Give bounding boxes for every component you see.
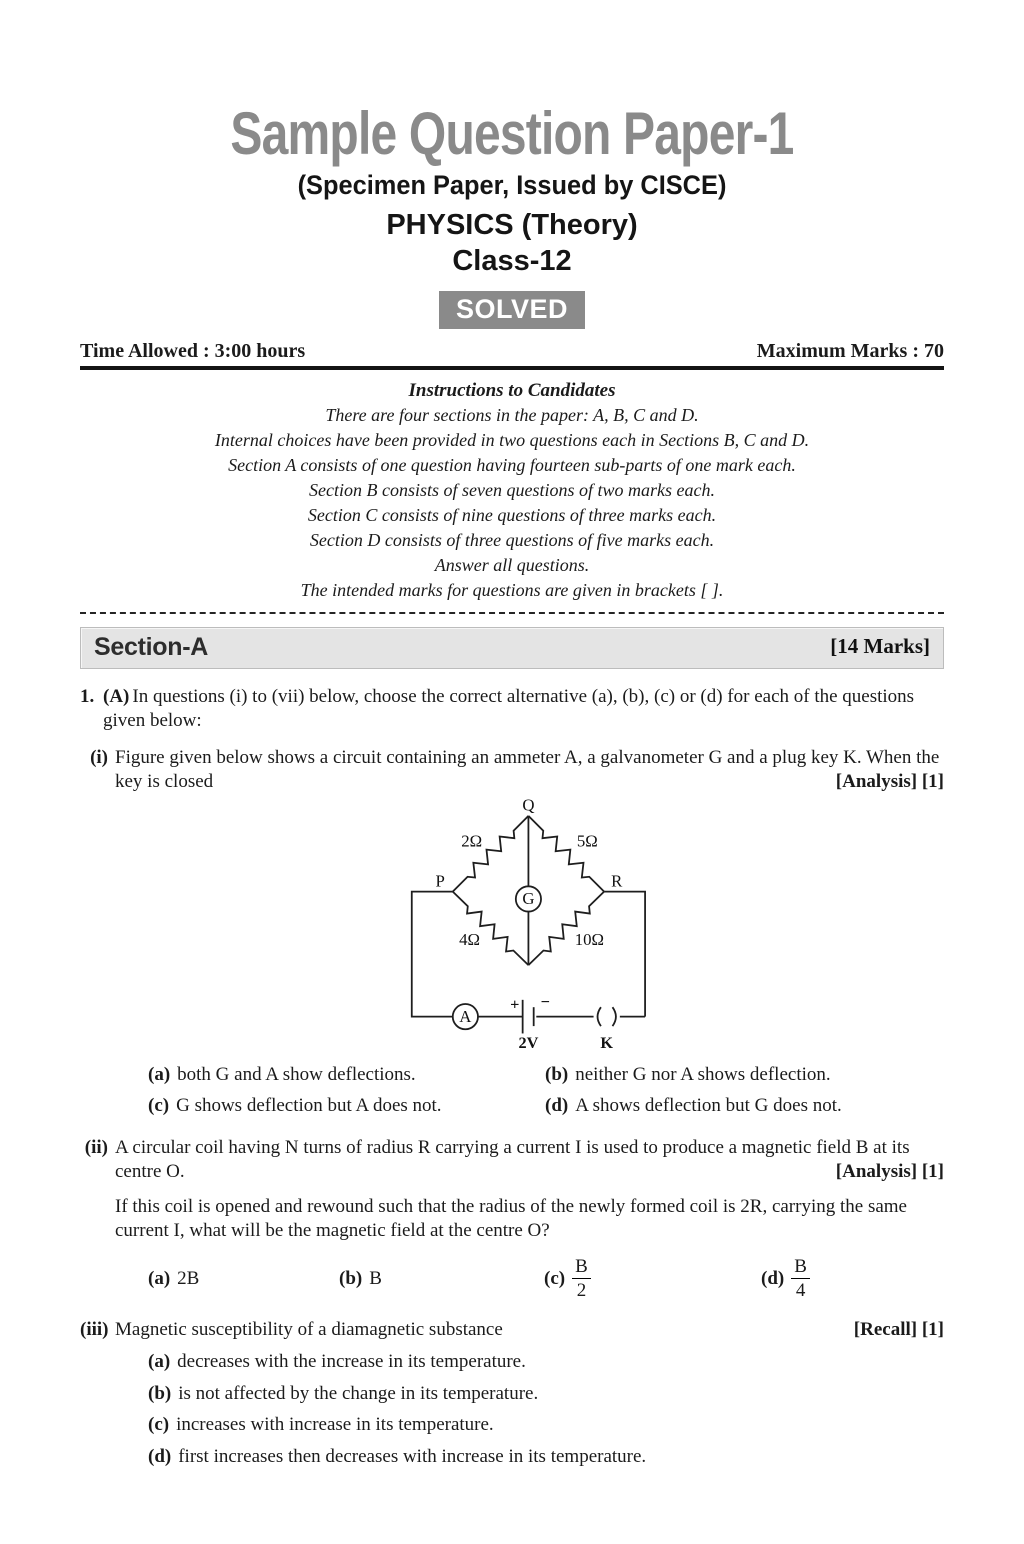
key-left-contact [597,1007,600,1026]
option-a: (a) both G and A show deflections. [148,1064,416,1086]
resistor-4ohm-label: 4Ω [458,929,480,949]
resistor-2ohm-arm [452,815,528,891]
option-d: (d) first increases then decreases with increase in its temperature. [148,1445,647,1467]
subquestion-label: (ii) [84,1137,108,1159]
option-b: (b) neither G nor A shows deflection. [545,1064,831,1086]
fraction: $\frac{B}{2}$ [572,1255,591,1302]
page-title: Sample Question Paper-1 [230,100,794,167]
question-tag: [Analysis] [1] [835,1161,944,1183]
wheatstone-bridge-circuit-figure [396,797,664,1056]
option-d: (d) $\frac{B}{4}$ [761,1255,810,1302]
question-1-text: (A) In questions (i) to (vii) below, choose the correct alternative (a), (b), (c) or (d) for each of the questions given below: [103,685,915,731]
battery-minus-sign: − [540,991,550,1011]
solved-badge: SOLVED [439,291,585,329]
question-1-ii-text: A circular coil having N turns of radius R carrying a current I is used to produce a magnetic field B at its centre O. [115,1137,910,1183]
subquestion-label: (iii) [80,1319,109,1341]
question-1-iii [80,1318,944,1476]
instruction-line: Section C consists of nine questions of three marks each. [307,504,717,525]
instructions-block [80,379,944,603]
node-r-label: R [610,870,622,890]
section-a-header-bar [80,627,944,669]
question-1 [80,685,944,733]
question-1-i-content [115,746,944,1119]
option-b: (b) B [339,1267,382,1289]
maximum-marks: Maximum Marks : 70 [756,340,944,362]
ammeter-letter: A [458,1006,471,1026]
question-tag: [Analysis] [1] [835,770,944,792]
instruction-line: There are four sections in the paper: A, B, C and D. [325,404,699,425]
resistor-5ohm-arm [528,815,604,891]
time-allowed: Time Allowed : 3:00 hours [80,340,306,362]
instruction-line: Section B consists of seven questions of two marks each. [309,479,715,500]
battery-plus-sign: + [509,993,519,1013]
question-1-iii-headline [115,1318,944,1342]
option-c: (c) $\frac{B}{2}$ [544,1255,761,1302]
horizontal-rule [80,366,944,370]
question-1-ii-options [148,1255,944,1302]
question-1-i [80,746,944,1119]
question-tag: [Recall] [1] [853,1319,944,1341]
section-marks: [14 Marks] [830,634,930,658]
subquestion-label: (i) [90,746,108,768]
dashed-divider [80,612,944,614]
instruction-line: Internal choices have been provided in two questions each in Sections B, C and D. [214,429,810,450]
battery-voltage-label: 2V [517,1032,538,1052]
node-q-label: Q [521,796,534,815]
question-1-i-text: Figure given below shows a circuit containing an ammeter A, a galvanometer G and a plug key K. When the key is closed [115,746,940,792]
option-c: (c) increases with increase in its temperature. [148,1414,494,1436]
question-1-ii-text2: If this coil is opened and rewound such that the radius of the newly formed coil is 2R, carrying the same current I, what will be the magnetic field at the centre O? [115,1196,907,1242]
circuit-figure-wrap [115,797,944,1056]
subject-title: PHYSICS (Theory) [386,209,638,241]
instruction-line: The intended marks for questions are given in brackets [ ]. [300,579,724,600]
key-label: K [599,1032,613,1052]
paper-subtitle: (Specimen Paper, Issued by CISCE) [297,170,727,200]
question-paper-page [0,100,1024,1476]
resistor-2ohm-label: 2Ω [460,830,482,850]
option-c: (c) G shows deflection but A does not. [148,1095,442,1117]
question-1-iii-text: Magnetic susceptibility of a diamagnetic substance [115,1319,503,1341]
question-1-iii-options [148,1350,944,1469]
option-d: (d) A shows deflection but G does not. [545,1095,842,1117]
fraction: $\frac{B}{4}$ [791,1255,810,1302]
question-1-ii-content [115,1136,944,1302]
resistor-10ohm-label: 10Ω [574,929,604,949]
solved-badge-wrap [80,291,944,329]
resistor-5ohm-label: 5Ω [576,830,598,850]
option-b: (b) is not affected by the change in its temperature. [148,1382,539,1404]
left-rail-wire [411,891,452,1016]
galvanometer-letter: G [521,888,534,908]
right-rail-wire [604,891,645,1016]
instruction-line: Section A consists of one question having fourteen sub-parts of one mark each. [228,454,796,475]
option-a: (a) decreases with the increase in its temperature. [148,1351,526,1373]
node-p-label: P [434,870,445,890]
instruction-line: Section D consists of three questions of five marks each. [309,529,715,550]
question-number: 1. [80,685,95,707]
meta-row [80,340,944,362]
key-right-contact [612,1007,615,1026]
instructions-heading: Instructions to Candidates [408,379,616,401]
question-1-iii-content [115,1318,944,1476]
class-line: Class-12 [452,245,572,277]
option-a: (a) 2B [148,1267,200,1289]
question-1-ii [80,1136,944,1302]
instruction-line: Answer all questions. [434,554,590,575]
question-1-i-options [148,1063,944,1118]
question-part-label: (A) [103,685,130,707]
section-title: Section-A [94,632,208,661]
